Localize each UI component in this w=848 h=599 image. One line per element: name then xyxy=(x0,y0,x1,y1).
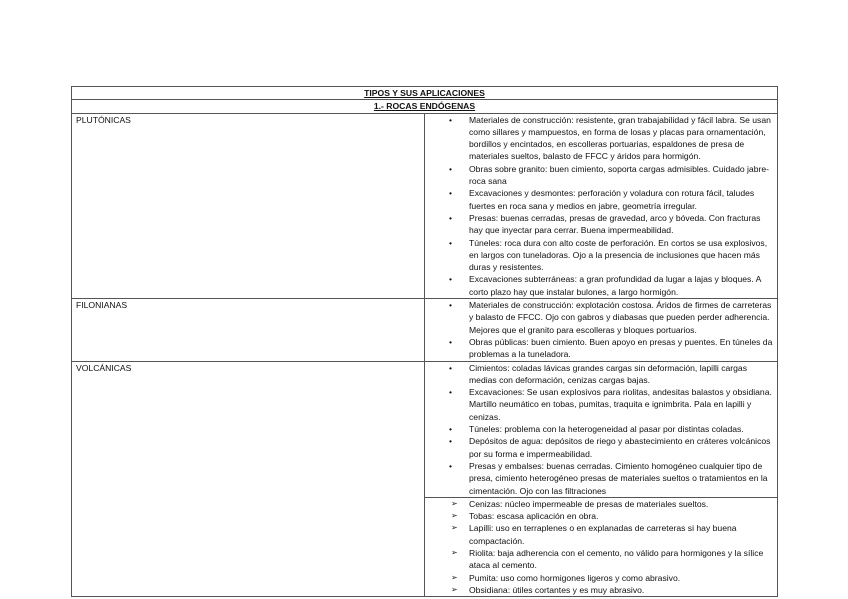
bullet-icon: • xyxy=(449,362,453,373)
list-item: • Cimientos: coladas lávicas grandes cargas sin deformación, lapilli cargas medias con deformación, cenizas cargas bajas. xyxy=(449,362,747,385)
plutonicas-row xyxy=(72,113,778,298)
list-item: ➢ Obsidiana: útiles cortantes y es muy abrasivo. xyxy=(451,584,645,595)
bullet-icon: • xyxy=(449,274,453,285)
list-item: • Presas: buenas cerradas, presas de gravedad, arco y bóveda. Con fracturas hay que inyectar para cerrar. Buena impermeabilidad. xyxy=(449,212,761,236)
bullet-icon: • xyxy=(449,460,453,471)
list-item: • Túneles: problema con la heterogeneidad al pasar por distintas coladas. xyxy=(449,424,744,435)
bullet-icon: • xyxy=(449,163,453,174)
volcanicas-row xyxy=(72,361,778,497)
volcanicas-list xyxy=(429,362,773,497)
list-item: ➢ Pumita: uso como hormigones ligeros y como abrasivo. xyxy=(451,572,681,583)
volcanicas-materials xyxy=(425,497,778,596)
list-item: ➢ Lapilli: uso en terraplenes o en explanadas de carreteras si hay buena compactación. xyxy=(451,523,737,546)
category-label-volcanicas: VOLCÁNICAS xyxy=(72,361,425,597)
list-item: • Excavaciones: Se usan explosivos para riolitas, andesitas balastos y obsidiana. Martillo neumático en tobas, pumitas, traquita e ignimbrita. Pala en lapilli y cenizas. xyxy=(449,387,772,422)
arrow-bullet-icon: ➢ xyxy=(451,498,458,508)
bullet-icon: • xyxy=(449,300,453,311)
volcanicas-content xyxy=(425,361,778,497)
arrow-bullet-icon: ➢ xyxy=(451,584,458,594)
category-label-plutonicas: PLUTÓNICAS xyxy=(72,113,425,298)
bullet-icon: • xyxy=(449,237,453,248)
list-item: • Depósitos de agua: depósitos de riego y abastecimiento en cráteres volcánicos por su forma e impermeabilidad. xyxy=(449,436,771,459)
list-item: • Materiales de construcción: explotación costosa. Áridos de firmes de carreteras y balasto de FFCC. Ojo con gabros y diabasas que pueden perder adherencia. Mejores que el granito para escolleras y bloques portuarios. xyxy=(449,300,772,335)
subtitle-row xyxy=(72,100,778,113)
list-item: ➢ Riolita: baja adherencia con el cemento, no válido para hormigones y la sílice ataca al cemento. xyxy=(451,547,764,571)
bullet-icon: • xyxy=(449,212,453,223)
list-item: ➢ Cenizas: núcleo impermeable de presas de materiales sueltos. xyxy=(451,498,709,509)
bullet-icon: • xyxy=(449,436,453,447)
plutonicas-list xyxy=(429,114,773,298)
list-item: • Túneles: roca dura con alto coste de perforación. En cortos se usa explosivos, en largos con tuneladoras. Ojo a la presencia de inclusiones que hacen más duras y resistentes. xyxy=(449,237,768,273)
plutonicas-content xyxy=(425,113,778,298)
section-heading: 1.- ROCAS ENDÓGENAS xyxy=(72,100,778,113)
category-label-filonianas: FILONIANAS xyxy=(72,299,425,361)
bullet-icon: • xyxy=(449,424,453,435)
list-item: • Obras públicas: buen cimiento. Buen apoyo en presas y puentes. En túneles da problemas a la tuneladora. xyxy=(449,336,773,360)
bullet-icon: • xyxy=(449,114,453,125)
list-item: • Materiales de construcción: resistente, gran trabajabilidad y fácil labra. Se usan como sillares y mampuestos, en forma de losas y placas para ornamentación, bordillos y encintados, en escolleras portuarias, espaldones de presa de materiales sueltos, balasto de FFCC y áridos para hormigón. xyxy=(449,114,771,162)
filonianas-list xyxy=(429,299,773,360)
filonianas-content xyxy=(425,299,778,361)
arrow-bullet-icon: ➢ xyxy=(451,547,458,557)
list-item: • Presas y embalses: buenas cerradas. Cimiento homogéneo cualquier tipo de presa, cimiento heterogéneo presas de materiales sueltos o tratamientos en la cimentación. Ojo con las filtraciones xyxy=(449,460,768,496)
list-item: ➢ Tobas: escasa aplicación en obra. xyxy=(451,511,599,522)
list-item: • Excavaciones y desmontes: perforación y voladura con rotura fácil, taludes fuertes en roca sana y medios en jabre, geometría irregular. xyxy=(449,188,755,211)
table-title: TIPOS Y SUS APLICACIONES xyxy=(72,87,778,100)
arrow-bullet-icon: ➢ xyxy=(451,523,458,533)
bullet-icon: • xyxy=(449,188,453,199)
list-item: • Excavaciones subterráneas: a gran profundidad da lugar a lajas y bloques. A corto plazo hay que instalar bulones, a largo hormigón. xyxy=(449,274,761,297)
bullet-icon: • xyxy=(449,387,453,398)
rock-types-table xyxy=(71,86,778,597)
arrow-bullet-icon: ➢ xyxy=(451,572,458,582)
list-item: • Obras sobre granito: buen cimiento, soporta cargas admisibles. Cuidado jabre-roca sana xyxy=(449,163,769,187)
title-row xyxy=(72,87,778,100)
volcanicas-material-list xyxy=(429,498,773,596)
bullet-icon: • xyxy=(449,336,453,347)
filonianas-row xyxy=(72,299,778,361)
arrow-bullet-icon: ➢ xyxy=(451,511,458,521)
